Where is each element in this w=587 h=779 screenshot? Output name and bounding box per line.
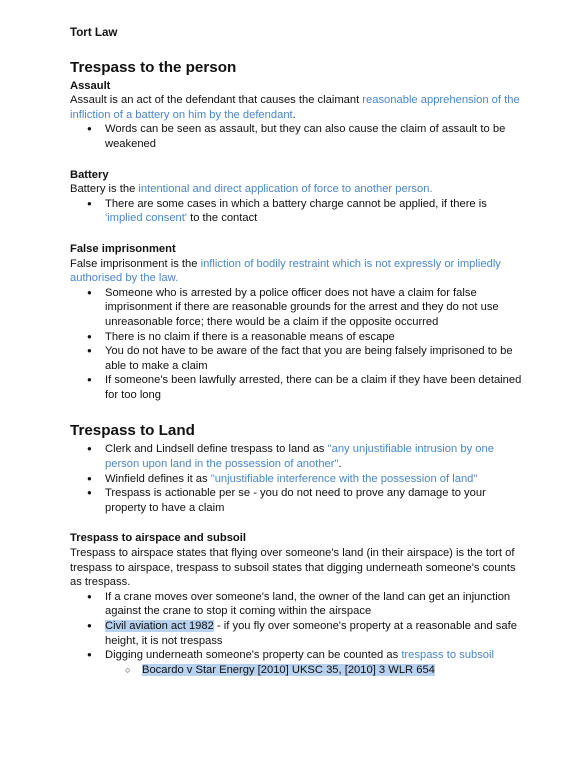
list-item: [105, 472, 522, 487]
airspace-definition: Trespass to airspace states that flying over someone's land (in their airspace) is the tort of trespass to airspace, trespass to subsoil states that digging underneath someone's counts as trespass.: [70, 547, 516, 589]
subsoil-sub-list: [105, 663, 522, 678]
battery-definition-highlight: intentional and direct application of force to another person.: [138, 183, 433, 196]
list-item: [105, 619, 522, 648]
assault-definition-end: .: [292, 108, 296, 121]
winfield-text: Winfield defines it as: [105, 472, 211, 485]
heading-trespass-to-land: Trespass to Land: [70, 422, 195, 440]
false-imprisonment-definition: [70, 257, 522, 286]
clerk-lindsell-text: Clerk and Lindsell define trespass to land as: [105, 443, 328, 456]
list-item: [105, 197, 522, 226]
clerk-lindsell-quote: "any unjustifiable intrusion by one person upon land in the possession of another": [105, 443, 494, 471]
false-imprisonment-definition-text: False imprisonment is the: [70, 257, 201, 270]
battery-bullet-list: [70, 197, 522, 226]
list-item: [105, 442, 522, 471]
list-item: [142, 663, 522, 678]
subsoil-text: Digging underneath someone's property can be counted as: [105, 649, 402, 662]
false-imprisonment-definition-highlight: infliction of bodily restraint which is not expressly or impliedly authorised by the law.: [70, 257, 501, 285]
assault-definition-text: Assault is an act of the defendant that causes the claimant: [70, 94, 363, 107]
list-item: ● Trespass is actionable per se - you do not need to prove any damage to your property to have a claim: [105, 486, 522, 515]
heading-trespass-to-person: Trespass to the person: [70, 58, 237, 76]
heading-airspace-subsoil: Trespass to airspace and subsoil: [70, 532, 246, 545]
list-item: ● Words can be seen as assault, but they can also cause the claim of assault to be weakened: [105, 122, 522, 151]
civil-aviation-act-highlight: Civil aviation act 1982: [105, 620, 214, 632]
document-page: [70, 26, 522, 677]
battery-definition: [70, 182, 522, 197]
list-item: ● If someone's been lawfully arrested, there can be a claim if they have been detained for too long: [105, 373, 522, 402]
airspace-bullet-list: [70, 590, 522, 678]
battery-definition-text: Battery is the: [70, 183, 139, 196]
document-title: Tort Law: [70, 26, 118, 39]
false-imprisonment-bullet-list: [70, 286, 522, 403]
list-item: ● Someone who is arrested by a police officer does not have a claim for false imprisonment if there are reasonable grounds for the arrest and they do not use unreasonable force; there would be a claim if the opposite occurred: [105, 286, 522, 330]
battery-bullet-end: to the contact: [187, 212, 258, 225]
list-item: ● You do not have to be aware of the fact that you are being falsely imprisoned to be able to make a claim: [105, 344, 522, 373]
clerk-lindsell-end: .: [338, 458, 342, 471]
implied-consent-term: 'implied consent': [105, 212, 188, 225]
civil-aviation-act-text: - if you fly over someone's property at a reasonable and safe height, it is not trespass: [105, 620, 517, 647]
battery-bullet-text: There are some cases in which a battery charge cannot be applied, if there is: [105, 197, 487, 210]
assault-definition-highlight: reasonable apprehension of the infliction of a battery on him by the defendant: [70, 94, 520, 121]
heading-assault: Assault: [70, 79, 111, 92]
bocardo-case-citation: Bocardo v Star Energy [2010] UKSC 35, [2010] 3 WLR 654: [142, 663, 435, 676]
list-item: ● If a crane moves over someone's land, the owner of the land can get an injunction against the crane to stop it coming within the airspace: [105, 590, 522, 619]
trespass-to-subsoil-term: trespass to subsoil: [401, 649, 494, 662]
list-item: ● There is no claim if there is a reasonable means of escape: [105, 330, 522, 345]
winfield-quote: "unjustifiable interference with the possession of land": [210, 472, 478, 485]
assault-bullet-list: [70, 122, 522, 151]
heading-battery: Battery: [70, 168, 109, 181]
trespass-land-bullet-list: [70, 442, 522, 515]
heading-false-imprisonment: False imprisonment: [70, 242, 176, 255]
list-item: [105, 648, 522, 677]
assault-definition: [70, 93, 522, 122]
